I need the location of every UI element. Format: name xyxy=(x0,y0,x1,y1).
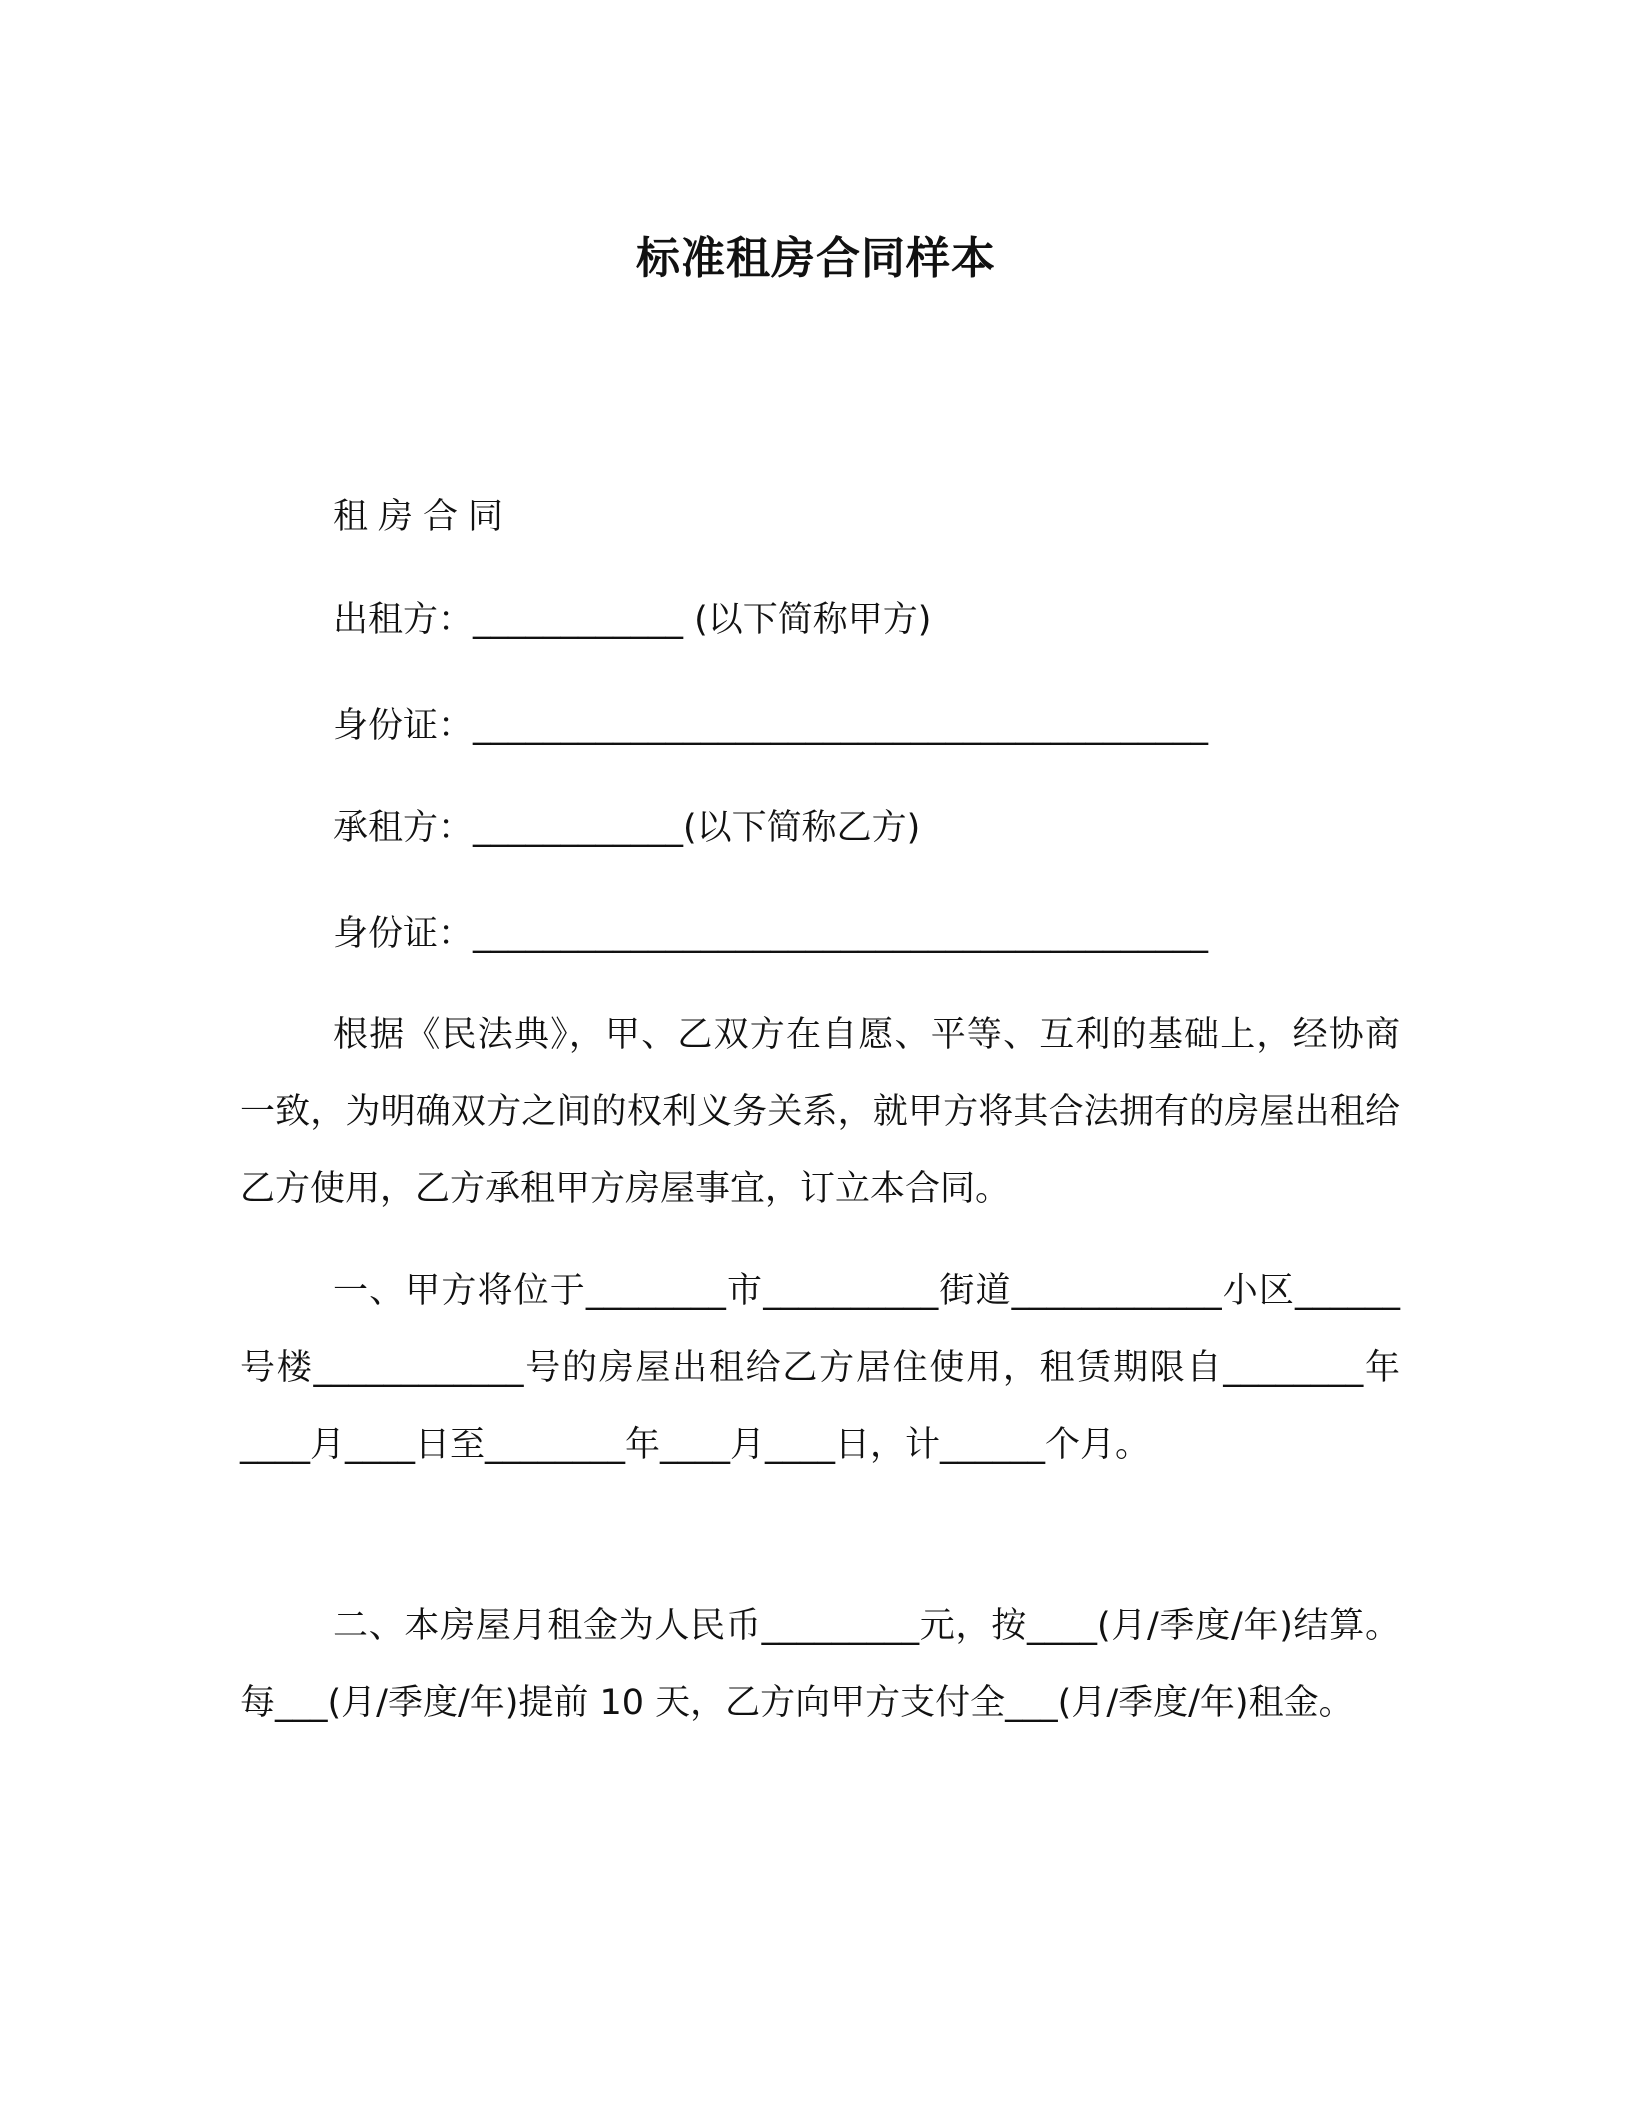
contract-subtitle: 租房合同 xyxy=(333,497,514,537)
intro-paragraph: 根据《民法典》，甲、乙双方在自愿、平等、互利的基础上，经协商一致，为明确双方之间的权利义务关系，就甲方将其合法拥有的房屋出租给乙方使用，乙方承租甲方房屋事宜，订立本合同。 xyxy=(240,1015,1400,1209)
clause-1-paragraph: 一、甲方将位于________市__________街道____________小区______号楼____________号的房屋出租给乙方居住使用，租赁期限自________年____月____日至________年____月____日，计______个月。 xyxy=(240,1271,1400,1465)
landlord-line: 出租方：____________ (以下简称甲方) xyxy=(333,600,932,640)
document-title: 标准租房合同样本 xyxy=(636,233,996,284)
landlord-id-line: 身份证：__________________________________________ xyxy=(333,706,1209,746)
tenant-id-line: 身份证：__________________________________________ xyxy=(333,914,1209,954)
tenant-line: 承租方：____________(以下简称乙方) xyxy=(333,808,921,848)
clause-2-paragraph: 二、本房屋月租金为人民币_________元，按____(月/季度/年)结算。每___(月/季度/年)提前 10 天，乙方向甲方支付全___(月/季度/年)租金。 xyxy=(240,1606,1400,1723)
